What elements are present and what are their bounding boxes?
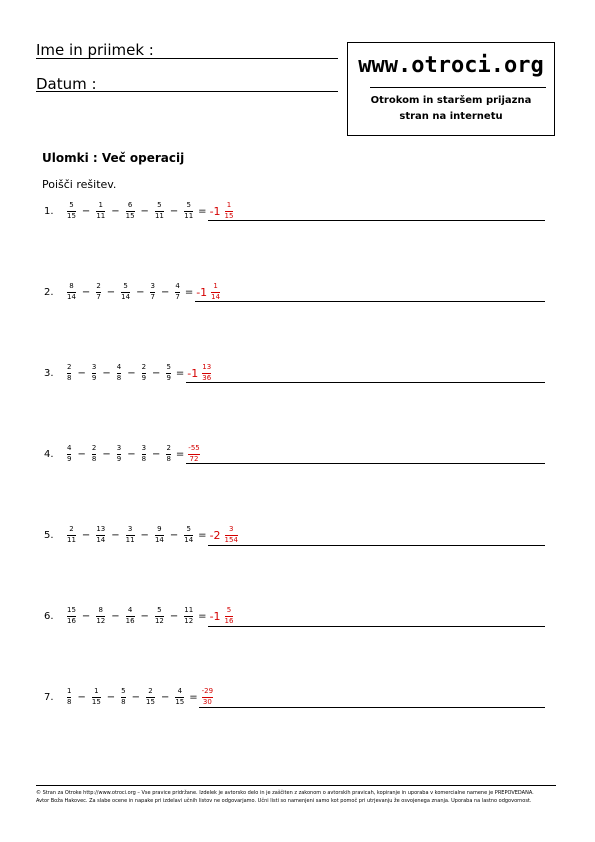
minus-operator: −: [81, 205, 91, 217]
equals-sign: =: [175, 367, 185, 379]
minus-operator: −: [169, 529, 179, 541]
answer-denominator: 14: [211, 293, 221, 301]
fraction-numerator: 5: [69, 201, 74, 209]
answer: [210, 525, 239, 545]
answer-denominator: 154: [224, 536, 238, 544]
fraction-denominator: 14: [121, 293, 131, 301]
fraction: [67, 363, 71, 383]
minus-operator: −: [140, 610, 149, 622]
equals-sign: =: [189, 691, 198, 703]
fraction-denominator: 15: [125, 212, 135, 220]
fraction: [67, 606, 76, 626]
fraction-numerator: 11: [184, 606, 194, 614]
fraction-numerator: 5: [121, 687, 126, 695]
footer-divider: [36, 785, 556, 786]
fraction: [117, 363, 121, 383]
answer-denominator: 15: [224, 212, 234, 220]
answer-line[interactable]: [208, 626, 545, 627]
fraction: [92, 363, 96, 383]
fraction: [126, 201, 135, 221]
fraction-denominator: 8: [141, 455, 147, 463]
answer-numerator: -29: [201, 687, 214, 695]
problem-number: 5.: [44, 529, 54, 541]
fraction: [146, 687, 155, 707]
fraction-denominator: 7: [150, 293, 155, 301]
minus-operator: −: [102, 367, 111, 379]
problem-number: 1.: [44, 205, 54, 217]
worksheet-instruction: Poišči rešitev.: [42, 178, 117, 191]
answer: [201, 687, 214, 707]
equals-sign: =: [184, 286, 194, 298]
fraction: [175, 282, 179, 302]
answer-whole: -1: [209, 204, 221, 218]
fraction-numerator: 4: [116, 363, 122, 371]
minus-operator: −: [131, 691, 141, 703]
problem-number: 3.: [44, 367, 54, 379]
fraction-denominator: 15: [67, 212, 76, 220]
fraction: [117, 444, 121, 464]
minus-operator: −: [169, 610, 179, 622]
answer: [196, 282, 221, 302]
answer-numerator: 3: [228, 525, 234, 533]
fraction-numerator: 1: [98, 201, 103, 209]
fraction: [67, 444, 71, 464]
answer-denominator: 16: [224, 617, 234, 625]
fraction-denominator: 16: [67, 617, 76, 625]
fraction-numerator: 5: [186, 201, 191, 209]
fraction: [142, 363, 146, 383]
answer-fraction: [188, 444, 199, 464]
date-label: Datum :: [36, 75, 97, 93]
minus-operator: −: [81, 529, 91, 541]
fraction: [126, 525, 135, 545]
fraction-numerator: 3: [91, 363, 97, 371]
fraction-numerator: 2: [67, 363, 72, 371]
fraction: [184, 606, 193, 626]
fraction-denominator: 14: [184, 536, 194, 544]
fraction-denominator: 9: [116, 455, 122, 463]
name-label: Ime in priimek :: [36, 41, 154, 59]
fraction-denominator: 11: [125, 536, 135, 544]
fraction-numerator: 1: [67, 687, 72, 695]
date-line: [36, 91, 338, 92]
fraction-numerator: 2: [166, 444, 171, 452]
fraction-numerator: 5: [157, 606, 162, 614]
fraction-numerator: 6: [127, 201, 133, 209]
minus-operator: −: [152, 367, 161, 379]
answer-numerator: 13: [202, 363, 212, 371]
fraction: [184, 525, 193, 545]
answer-line[interactable]: [186, 463, 545, 464]
worksheet-title: Ulomki : Več operacij: [42, 151, 185, 165]
minus-operator: −: [102, 448, 111, 460]
fraction-numerator: 5: [186, 525, 191, 533]
answer-whole: -1: [209, 609, 221, 623]
problem-number: 2.: [44, 286, 54, 298]
fraction-denominator: 9: [91, 374, 97, 382]
fraction-denominator: 9: [166, 374, 171, 382]
fraction: [67, 525, 76, 545]
fraction: [92, 444, 96, 464]
fraction: [166, 444, 170, 464]
site-url: www.otroci.org: [358, 53, 544, 78]
fraction-denominator: 7: [175, 293, 180, 301]
fraction-denominator: 8: [91, 455, 97, 463]
minus-operator: −: [111, 205, 120, 217]
fraction-numerator: 15: [67, 606, 76, 614]
answer-line[interactable]: [199, 707, 545, 708]
answer-numerator: 1: [226, 201, 232, 209]
answer-numerator: -55: [188, 444, 200, 452]
answer-whole: -1: [196, 285, 208, 299]
problem-number: 4.: [44, 448, 54, 460]
fraction-numerator: 2: [96, 282, 101, 290]
fraction-numerator: 4: [177, 687, 183, 695]
minus-operator: −: [111, 529, 120, 541]
fraction-denominator: 16: [125, 617, 135, 625]
fraction: [67, 201, 76, 221]
fraction-denominator: 9: [67, 455, 72, 463]
fraction-numerator: 4: [175, 282, 180, 290]
logo-divider: [370, 87, 546, 88]
answer-numerator: 5: [226, 606, 232, 614]
fraction: [175, 687, 184, 707]
fraction: [67, 687, 71, 707]
fraction-denominator: 12: [154, 617, 164, 625]
fraction: [96, 282, 100, 302]
logo-tagline: [354, 93, 548, 125]
fraction: [96, 201, 105, 221]
minus-operator: −: [127, 367, 136, 379]
answer-fraction: [211, 282, 220, 302]
fraction-numerator: 5: [157, 201, 162, 209]
fraction-denominator: 9: [141, 374, 147, 382]
fraction-denominator: 14: [67, 293, 76, 301]
answer: [210, 606, 235, 626]
minus-operator: −: [77, 691, 86, 703]
fraction: [126, 606, 135, 626]
fraction-denominator: 11: [184, 212, 194, 220]
minus-operator: −: [77, 448, 86, 460]
minus-operator: −: [160, 286, 170, 298]
minus-operator: −: [111, 610, 120, 622]
fraction: [155, 525, 164, 545]
fraction-numerator: 3: [127, 525, 133, 533]
fraction-numerator: 5: [166, 363, 171, 371]
fraction-numerator: 8: [98, 606, 103, 614]
fraction: [92, 687, 101, 707]
answer-line[interactable]: [195, 301, 545, 302]
logo-tagline-1: Otrokom in staršem prijazna: [370, 95, 532, 106]
answer-fraction: [202, 687, 213, 707]
fraction-numerator: 2: [91, 444, 97, 452]
fraction-denominator: 15: [175, 698, 185, 706]
fraction-denominator: 7: [96, 293, 101, 301]
answer-denominator: 36: [202, 374, 212, 382]
fraction-numerator: 5: [123, 282, 128, 290]
logo-tagline-2: stran na internetu: [399, 111, 503, 122]
logo-box: [347, 42, 555, 136]
fraction-denominator: 15: [146, 698, 155, 706]
fraction: [67, 282, 76, 302]
answer: [187, 363, 212, 383]
fraction-numerator: 13: [96, 525, 106, 533]
answer-fraction: [225, 201, 234, 221]
minus-operator: −: [169, 205, 179, 217]
problem-number: 6.: [44, 610, 54, 622]
name-line: [36, 58, 338, 59]
minus-operator: −: [136, 286, 145, 298]
fraction: [155, 606, 164, 626]
minus-operator: −: [77, 367, 86, 379]
answer-numerator: 1: [213, 282, 218, 290]
fraction-denominator: 11: [96, 212, 106, 220]
footer-disclaimer: Avtor Boža Hakovec. Za slabe ocene in napake pri izdelavi učnih listov ne odgovarjamo. Učni listi so namenjeni samo kot pomoč pri utrjevanju že osvojenega znanja. Uporaba na lastno odgovornost.: [36, 798, 532, 804]
fraction-numerator: 3: [116, 444, 122, 452]
answer-whole: -1: [187, 366, 199, 380]
answer: [187, 444, 200, 464]
answer-whole: -2: [209, 528, 221, 542]
footer: [36, 789, 595, 805]
fraction-numerator: 2: [148, 687, 153, 695]
problem-number: 7.: [44, 691, 54, 703]
minus-operator: −: [106, 286, 116, 298]
answer: [210, 201, 235, 221]
fraction-numerator: 3: [150, 282, 155, 290]
fraction: [166, 363, 170, 383]
fraction: [121, 282, 130, 302]
fraction-numerator: 4: [127, 606, 133, 614]
fraction: [96, 525, 105, 545]
fraction-numerator: 2: [141, 363, 147, 371]
fraction-numerator: 3: [141, 444, 147, 452]
equals-sign: =: [198, 529, 207, 541]
minus-operator: −: [160, 691, 170, 703]
fraction-numerator: 8: [69, 282, 74, 290]
answer-denominator: 72: [189, 455, 199, 463]
fraction-denominator: 11: [154, 212, 164, 220]
answer-denominator: 30: [202, 698, 212, 706]
fraction-denominator: 11: [67, 536, 76, 544]
minus-operator: −: [140, 529, 149, 541]
minus-operator: −: [81, 610, 91, 622]
minus-operator: −: [81, 286, 91, 298]
fraction-denominator: 14: [154, 536, 164, 544]
answer-line[interactable]: [186, 382, 545, 383]
fraction-denominator: 8: [67, 374, 72, 382]
fraction: [142, 444, 146, 464]
fraction: [96, 606, 105, 626]
fraction-denominator: 14: [96, 536, 106, 544]
fraction-numerator: 4: [67, 444, 72, 452]
equals-sign: =: [198, 205, 207, 217]
equals-sign: =: [175, 448, 185, 460]
answer-line[interactable]: [208, 220, 545, 221]
minus-operator: −: [127, 448, 136, 460]
fraction: [155, 201, 164, 221]
answer-fraction: [202, 363, 211, 383]
fraction-denominator: 8: [116, 374, 122, 382]
fraction-denominator: 12: [184, 617, 194, 625]
minus-operator: −: [152, 448, 161, 460]
minus-operator: −: [140, 205, 149, 217]
fraction: [184, 201, 193, 221]
equals-sign: =: [198, 610, 207, 622]
fraction-denominator: 8: [121, 698, 126, 706]
fraction-denominator: 8: [67, 698, 72, 706]
fraction-denominator: 12: [96, 617, 106, 625]
answer-line[interactable]: [208, 545, 545, 546]
answer-fraction: [225, 525, 238, 545]
answer-fraction: [225, 606, 234, 626]
fraction: [150, 282, 154, 302]
fraction-numerator: 2: [69, 525, 74, 533]
fraction-numerator: 1: [94, 687, 99, 695]
fraction-numerator: 9: [157, 525, 162, 533]
fraction: [121, 687, 125, 707]
fraction-denominator: 8: [166, 455, 171, 463]
minus-operator: −: [106, 691, 116, 703]
fraction-denominator: 15: [91, 698, 101, 706]
footer-copyright: © Stran za Otroke http://www.otroci.org – Vse pravice pridržane. Izdelek je avtorsko delo in je zaščiten z zakonom o avtorskih pravicah, kopiranje in uporaba v komercialne namene je PREPOVEDANA.: [36, 790, 534, 796]
